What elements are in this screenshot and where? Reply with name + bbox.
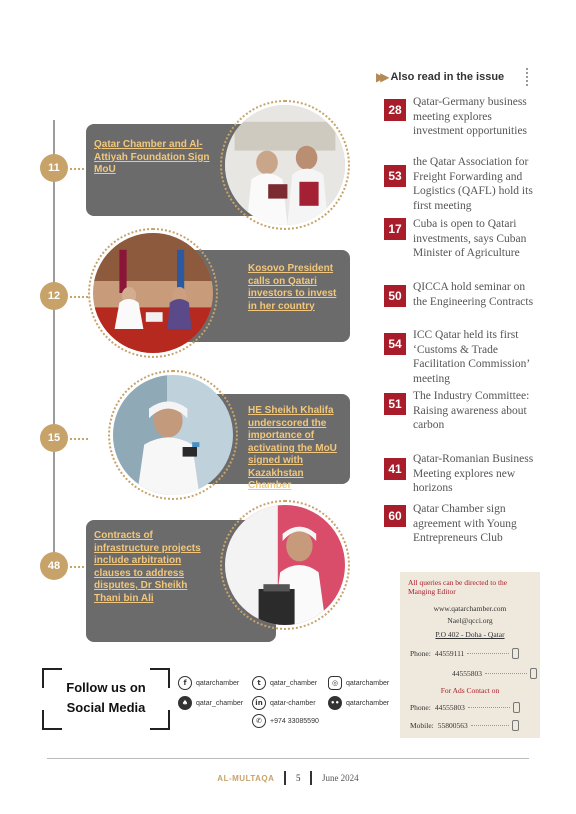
contact-phone-row-2	[452, 668, 537, 679]
also-read-item[interactable]	[384, 389, 534, 433]
article-title[interactable]: Qatar-Romanian Business Meeting explores new horizons	[413, 453, 534, 494]
ads-phone[interactable]: 44555803	[434, 703, 465, 712]
article-title[interactable]: QICCA hold seminar on the Engineering Contracts	[413, 281, 534, 308]
article-title[interactable]: Qatar Chamber sign agreement with Young Entrepreneurs Club	[413, 503, 517, 544]
article-title[interactable]: Cuba is open to Qatari investments, says Cuban Minister of Agriculture	[413, 218, 527, 259]
mobile-phone-icon	[530, 668, 537, 679]
footer-separator	[310, 771, 312, 785]
page-badge: 17	[384, 218, 406, 240]
speaker-photo	[113, 375, 233, 495]
also-read-heading	[376, 66, 528, 88]
issue-date: June 2024	[321, 773, 359, 783]
mou-signing-photo	[225, 105, 345, 225]
page-badge: 53	[384, 165, 406, 187]
feature-page-number: 11	[40, 154, 68, 182]
also-read-item[interactable]	[384, 328, 534, 386]
mobile-phone-icon	[512, 720, 519, 731]
mobile-label: Mobile:	[410, 721, 434, 730]
page-badge: 50	[384, 285, 406, 307]
also-read-item[interactable]	[384, 155, 534, 213]
page-badge: 54	[384, 333, 406, 355]
linkedin-icon: in	[252, 696, 266, 710]
mobile-phone-icon	[513, 702, 520, 713]
footer-rule	[47, 758, 529, 759]
facebook-icon: f	[178, 676, 192, 690]
contact-intro: All queries can be directed to the Manging Editor	[408, 578, 508, 596]
contact-phone-row	[410, 648, 519, 659]
feature-page-number: 12	[40, 282, 68, 310]
timeline-dots	[70, 438, 88, 440]
instagram-link[interactable]: ◎ qatarchamber	[328, 676, 389, 690]
feature-title[interactable]: Kosovo President calls on Qatari investors to invest in her country	[248, 263, 337, 312]
article-title[interactable]: the Qatar Association for Freight Forwarding and Logistics (QAFL) hold its first meeting	[413, 156, 533, 212]
ads-phone-label: Phone:	[410, 703, 431, 712]
flickr-icon: ••	[328, 696, 342, 710]
also-read-item[interactable]	[384, 95, 534, 139]
also-read-item[interactable]	[384, 502, 534, 546]
meeting-photo	[93, 233, 213, 353]
whatsapp-icon: ✆	[252, 714, 266, 728]
snapchat-icon: ♠	[178, 696, 192, 710]
feature-page-number: 15	[40, 424, 68, 452]
follow-us-box	[42, 668, 170, 730]
article-title[interactable]: Qatar-Germany business meeting explores investment opportunities	[413, 96, 528, 137]
feature-page-number: 48	[40, 552, 68, 580]
phone-label: Phone:	[410, 649, 431, 658]
also-read-title: Also read in the issue	[390, 71, 505, 83]
article-title[interactable]: ICC Qatar held its first ‘Customs & Trade Facilitation Commission’ meeting	[413, 329, 530, 385]
page-badge: 28	[384, 99, 406, 121]
phone-2[interactable]: 44555803	[452, 669, 482, 678]
snapchat-link[interactable]: ♠ qatar_chamber	[178, 696, 243, 710]
instagram-icon: ◎	[328, 676, 342, 690]
timeline-line	[53, 120, 55, 570]
contact-website[interactable]: www.qatarchamber.com	[433, 604, 507, 613]
podium-photo	[225, 505, 345, 625]
footer	[0, 770, 576, 786]
contact-po-box: P.O 402 - Doha - Qatar	[435, 630, 505, 639]
ads-phone-row	[410, 702, 520, 713]
phone-1[interactable]: 44559111	[434, 649, 465, 658]
page-badge: 60	[384, 505, 406, 527]
whatsapp-link[interactable]: ✆ +974 33085590	[252, 714, 319, 728]
dotted-divider	[526, 68, 528, 86]
feature-photo	[220, 500, 350, 630]
feature-title[interactable]: Qatar Chamber and Al-Attiyah Foundation Sign MoU	[94, 139, 210, 175]
contact-box	[400, 572, 540, 738]
contact-email[interactable]: Nael@qcci.org	[447, 616, 493, 625]
timeline-dots	[70, 296, 88, 298]
feature-title[interactable]: HE Sheikh Khalifa underscored the importance of activating the MoU signed with Kazakhstan Chamber	[248, 405, 337, 491]
magazine-logo: AL-MULTAQA	[217, 773, 275, 783]
ads-contact-label: For Ads Contact on	[440, 686, 500, 695]
page-number: 5	[295, 773, 301, 783]
feature-photo	[108, 370, 238, 500]
twitter-icon: t	[252, 676, 266, 690]
also-read-item[interactable]	[384, 217, 534, 261]
mobile-number[interactable]: 55800563	[437, 721, 468, 730]
double-arrow-icon: ▶▶	[376, 70, 385, 84]
page-badge: 41	[384, 458, 406, 480]
also-read-item[interactable]	[384, 280, 534, 309]
article-title[interactable]: The Industry Committee: Raising awareness about carbon	[413, 390, 530, 431]
also-read-item[interactable]	[384, 452, 534, 496]
footer-separator	[284, 771, 286, 785]
linkedin-link[interactable]: in qatar-chamber	[252, 696, 316, 710]
follow-us-heading: Follow us on Social Media	[66, 680, 146, 715]
twitter-link[interactable]: t qatar_chamber	[252, 676, 317, 690]
mobile-phone-icon	[512, 648, 519, 659]
feature-title[interactable]: Contracts of infrastructure projects include arbitration clauses to address disputes, Dr Sheikh Thani bin Ali	[94, 530, 201, 604]
feature-photo	[88, 228, 218, 358]
flickr-link[interactable]: •• qatarchamber	[328, 696, 389, 710]
facebook-link[interactable]: f qatarchamber	[178, 676, 239, 690]
mobile-row	[410, 720, 519, 731]
feature-photo	[220, 100, 350, 230]
page-badge: 51	[384, 393, 406, 415]
